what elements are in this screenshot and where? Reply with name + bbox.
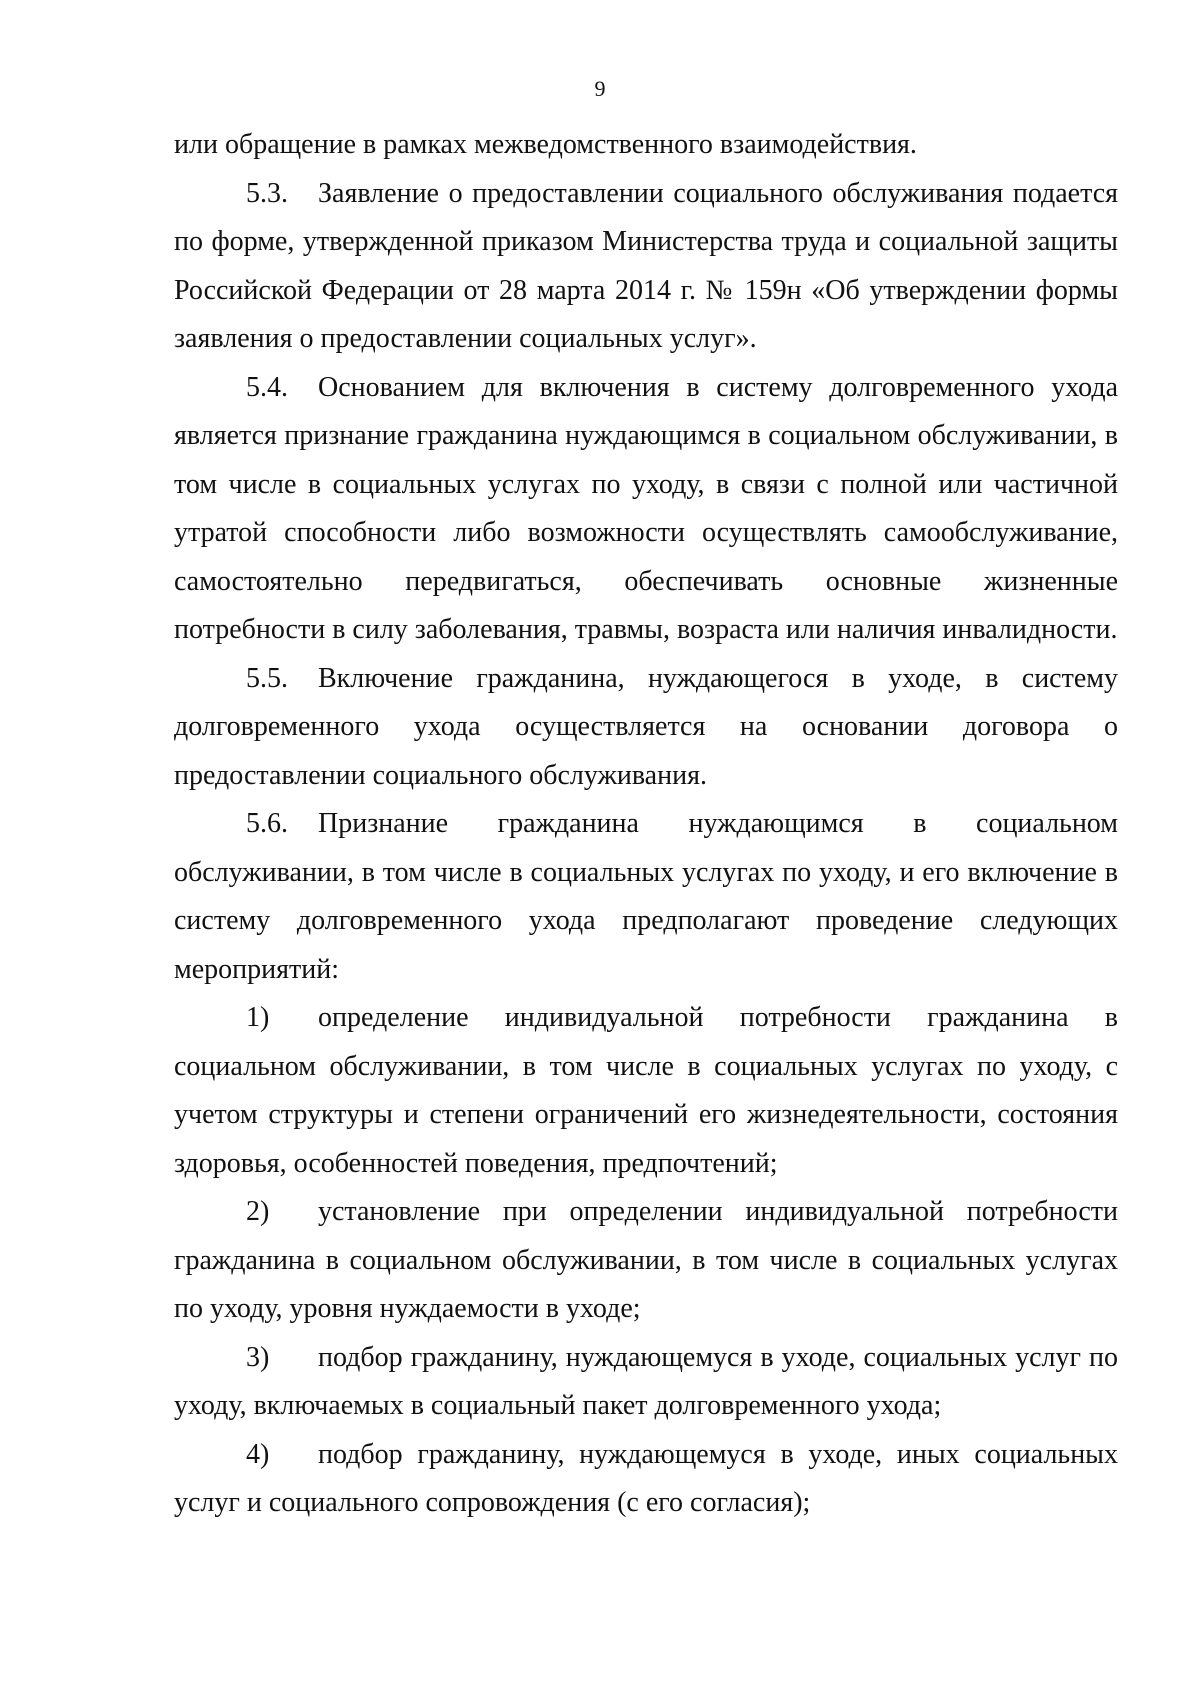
paragraph-number: 5.5. bbox=[246, 662, 288, 694]
list-item-1 bbox=[174, 994, 1118, 1188]
paragraph-text: или обращение в рамках межведомственного взаимодействия. bbox=[174, 129, 917, 160]
list-item-number: 1) bbox=[246, 1002, 270, 1033]
paragraph-5-3 bbox=[174, 170, 1118, 364]
paragraph-number: 5.3. bbox=[246, 177, 288, 209]
list-item-text: подбор гражданину, нуждающемуся в уходе, иных социальных услуг и социального сопровождения (с его согласия); bbox=[174, 1438, 1118, 1518]
list-item-4 bbox=[174, 1431, 1118, 1528]
page-number: 9 bbox=[594, 76, 606, 101]
paragraph-number: 5.6. bbox=[246, 808, 288, 839]
list-item-number: 3) bbox=[246, 1341, 270, 1373]
list-item-number: 2) bbox=[246, 1196, 270, 1227]
paragraph-text: Включение гражданина, нуждающегося в уходе, в систему долговременного ухода осуществляется на основании договора о предоставлении социального обслуживания. bbox=[174, 662, 1118, 791]
list-item-text: подбор гражданину, нуждающемуся в уходе, социальных услуг по уходу, включаемых в социальный пакет долговременного ухода; bbox=[174, 1341, 1118, 1421]
paragraph-text: Заявление о предоставлении социального обслуживания подается по форме, утвержденной приказом Министерства труда и социальной защиты Российской Федерации от 28 марта 2014 г. № 159н «Об утверждении формы заявления о предоставлении социальных услуг». bbox=[174, 177, 1118, 354]
list-item-text: установление при определении индивидуальной потребности гражданина в социальном обслуживании, в том числе в социальных услугах по уходу, уровня нуждаемости в уходе; bbox=[174, 1196, 1118, 1324]
paragraph-5-4 bbox=[174, 364, 1118, 655]
paragraph-text: Признание гражданина нуждающимся в социальном обслуживании, в том числе в социальных услугах по уходу, и его включение в систему долговременного ухода предполагают проведение следующих мероприятий: bbox=[174, 808, 1118, 985]
paragraph-5-5 bbox=[174, 655, 1118, 801]
paragraph-text: Основанием для включения в систему долговременного ухода является признание гражданина нуждающимся в социальном обслуживании, в том числе в социальных услугах по уходу, в связи с полной или частичной утратой способности либо возможности осуществлять самообслуживание, самостоятельно передвигаться, обеспечивать основные жизненные потребности в силу заболевания, травмы, возраста или наличия инвалидности. bbox=[174, 371, 1118, 645]
list-item-3 bbox=[174, 1334, 1118, 1431]
list-item-text: определение индивидуальной потребности гражданина в социальном обслуживании, в том числе в социальных услугах по уходу, с учетом структуры и степени ограничений его жизнедеятельности, состояния здоровья, особенностей поведения, предпочтений; bbox=[174, 1002, 1118, 1179]
paragraph-continuation bbox=[174, 121, 1118, 170]
list-item-2 bbox=[174, 1188, 1118, 1334]
paragraph-5-6 bbox=[174, 800, 1118, 994]
paragraph-number: 5.4. bbox=[246, 371, 288, 403]
document-body bbox=[174, 121, 1118, 1528]
list-item-number: 4) bbox=[246, 1438, 270, 1470]
